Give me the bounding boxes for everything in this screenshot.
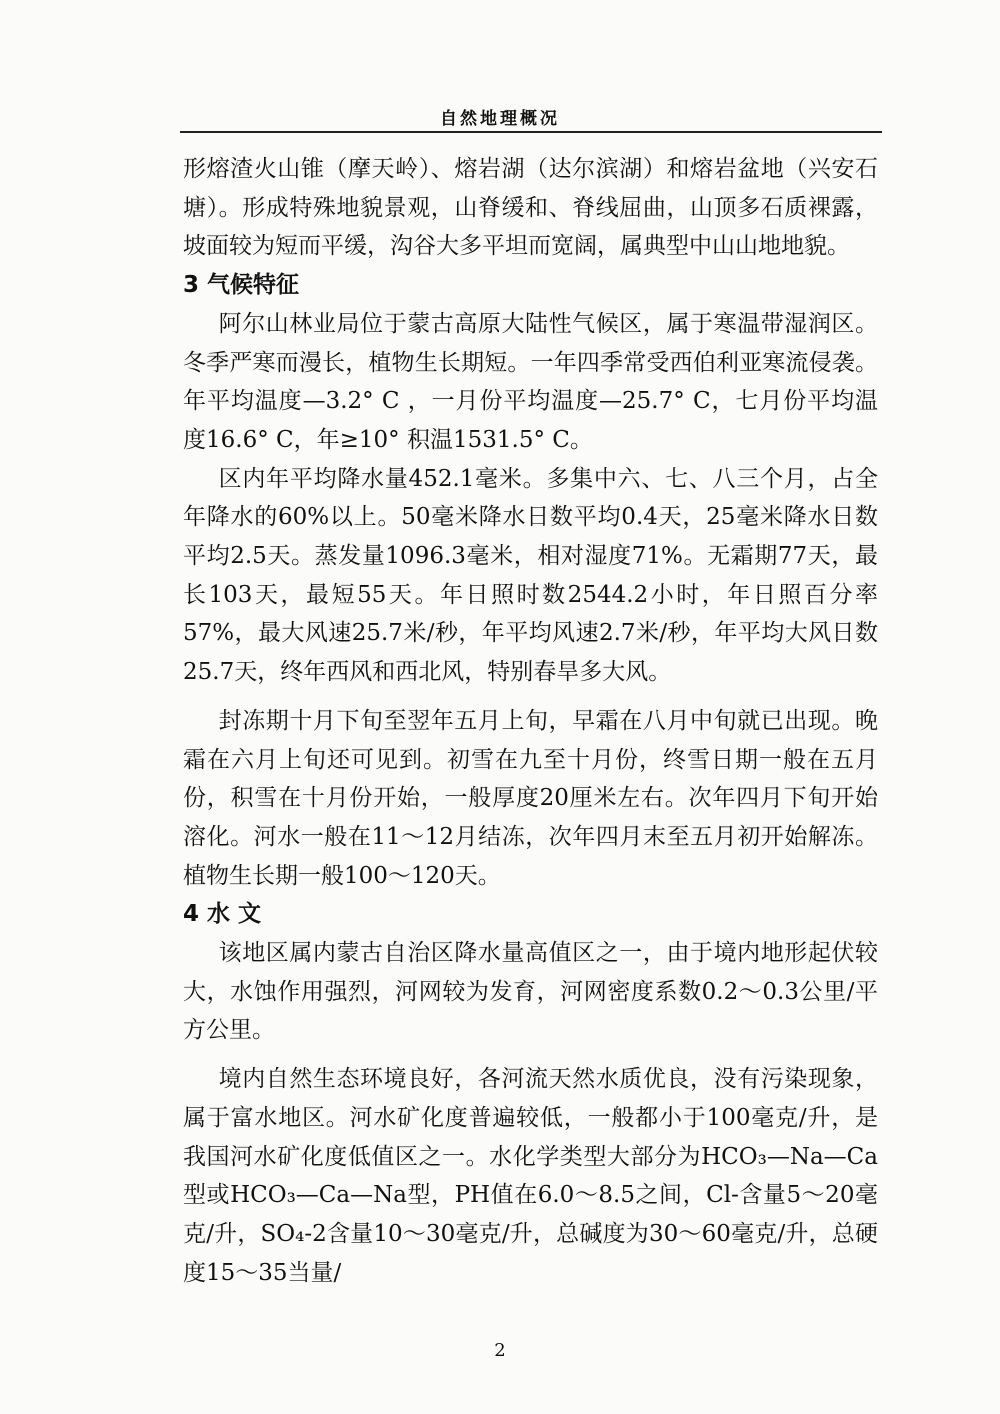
body-text [183, 150, 878, 1292]
header-rule [180, 131, 882, 133]
paragraph-landform: 形熔渣火山锥（摩天岭）、熔岩湖（达尔滨湖）和熔岩盆地（兴安石塘）。形成特殊地貌景观，山脊缓和、脊线屈曲，山顶多石质裸露，坡面较为短而平缓，沟谷大多平坦而宽阔，属典型中山山地地貌。 [183, 156, 878, 260]
paragraph-freeze: 封冻期十月下旬至翌年五月上旬，早霜在八月中旬就已出现。晚霜在六月上旬还可见到。初雪在九至十月份，终雪日期一般在五月份，积雪在十月份开始，一般厚度20厘米左右。次年四月下旬开始溶化。河水一般在11～12月结冻，次年四月末至五月初开始解冻。植物生长期一般100～120天。 [183, 707, 878, 889]
paragraph-climate: 阿尔山林业局位于蒙古高原大陆性气候区，属于寒温带湿润区。冬季严寒而漫长，植物生长期短。一年四季常受西伯利亚寒流侵袭。年平均温度—3.2° C ，一月份平均温度—25.7° C，七月份平均温度16.6° C，年≥10° 积温1531.5° C。 [183, 310, 878, 453]
running-header: 自然地理概况 [440, 109, 560, 129]
page-number: 2 [494, 1340, 506, 1361]
section-heading-hydrology: 4 水 文 [183, 901, 262, 928]
paragraph-precipitation: 区内年平均降水量452.1毫米。多集中六、七、八三个月，占全年降水的60%以上。50毫米降水日数平均0.4天，25毫米降水日数平均2.5天。蒸发量1096.3毫米，相对湿度71%。无霜期77天，最长103天，最短55天。年日照时数2544.2小时，年日照百分率 57%，最大风速25.7米/秒，年平均风速2.7米/秒，年平均大风日数 25.7天，终年西风和西北风，特别春旱多大风。 [183, 465, 878, 686]
paragraph-hydrology: 该地区属内蒙古自治区降水量高值区之一，由于境内地形起伏较大，水蚀作用强烈，河网较为发育，河网密度系数0.2～0.3公里/平方公里。 [183, 940, 878, 1044]
paragraph-water-quality: 境内自然生态环境良好，各河流天然水质优良，没有污染现象，属于富水地区。河水矿化度普遍较低，一般都小于100毫克/升，是我国河水矿化度低值区之一。水化学类型大部分为HCO₃—Na—Ca型或HCO₃—Ca—Na型，PH值在6.0～8.5之间，Cl-含量5～20毫克/升，SO₄-2含量10～30毫克/升，总碱度为30～60毫克/升，总硬度15～35当量/ [183, 1066, 878, 1286]
section-heading-climate: 3 气候特征 [183, 272, 300, 299]
